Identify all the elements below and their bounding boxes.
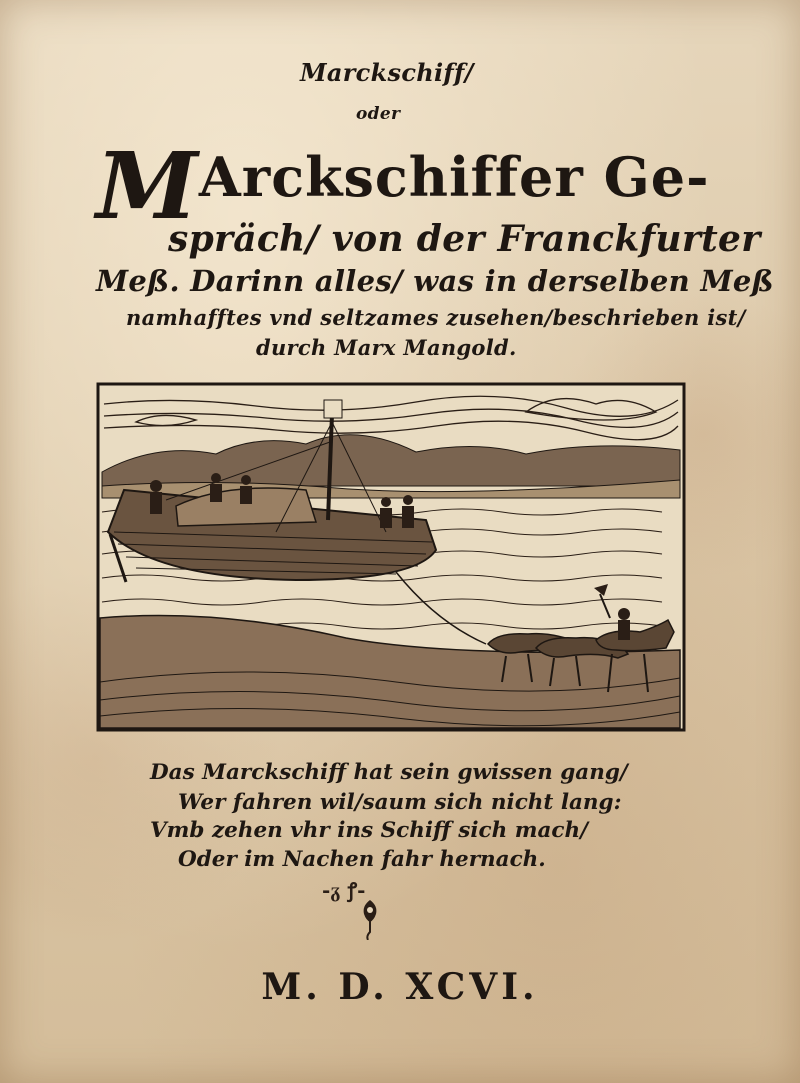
woodcut-illustration	[96, 382, 686, 732]
verse-line-1: Das Marckschiff hat sein gwissen gang/	[150, 760, 628, 785]
fleuron-icon	[358, 898, 382, 940]
title-line-mess: Meß. Darinn alles/ was in derselben Meß	[96, 264, 774, 298]
verse-line-4: Oder im Nachen fahr hernach.	[178, 847, 546, 872]
title-line-oder: oder	[356, 104, 401, 124]
title-line-gesprach: spräch/ von der Franckfurter	[168, 218, 761, 260]
verse-line-2: Wer fahren wil/saum sich nicht lang:	[178, 790, 622, 815]
author-line: durch Marx Mangold.	[256, 335, 517, 360]
publication-date: M. D. XCVI.	[261, 966, 539, 1008]
title-line-namhafftes: namhafftes vnd seltzames zusehen/beschrieben ist/	[126, 305, 746, 330]
title-main-rest: Arckschiffer Ge-	[198, 145, 710, 209]
decorated-initial: M	[96, 132, 199, 240]
title-line-marckschiff: Marckschiff/	[300, 58, 474, 87]
verse-line-3: Vmb zehen vhr ins Schiff sich mach/	[150, 818, 589, 843]
ornament-line: -ᵹ ꝭ-	[322, 878, 366, 902]
